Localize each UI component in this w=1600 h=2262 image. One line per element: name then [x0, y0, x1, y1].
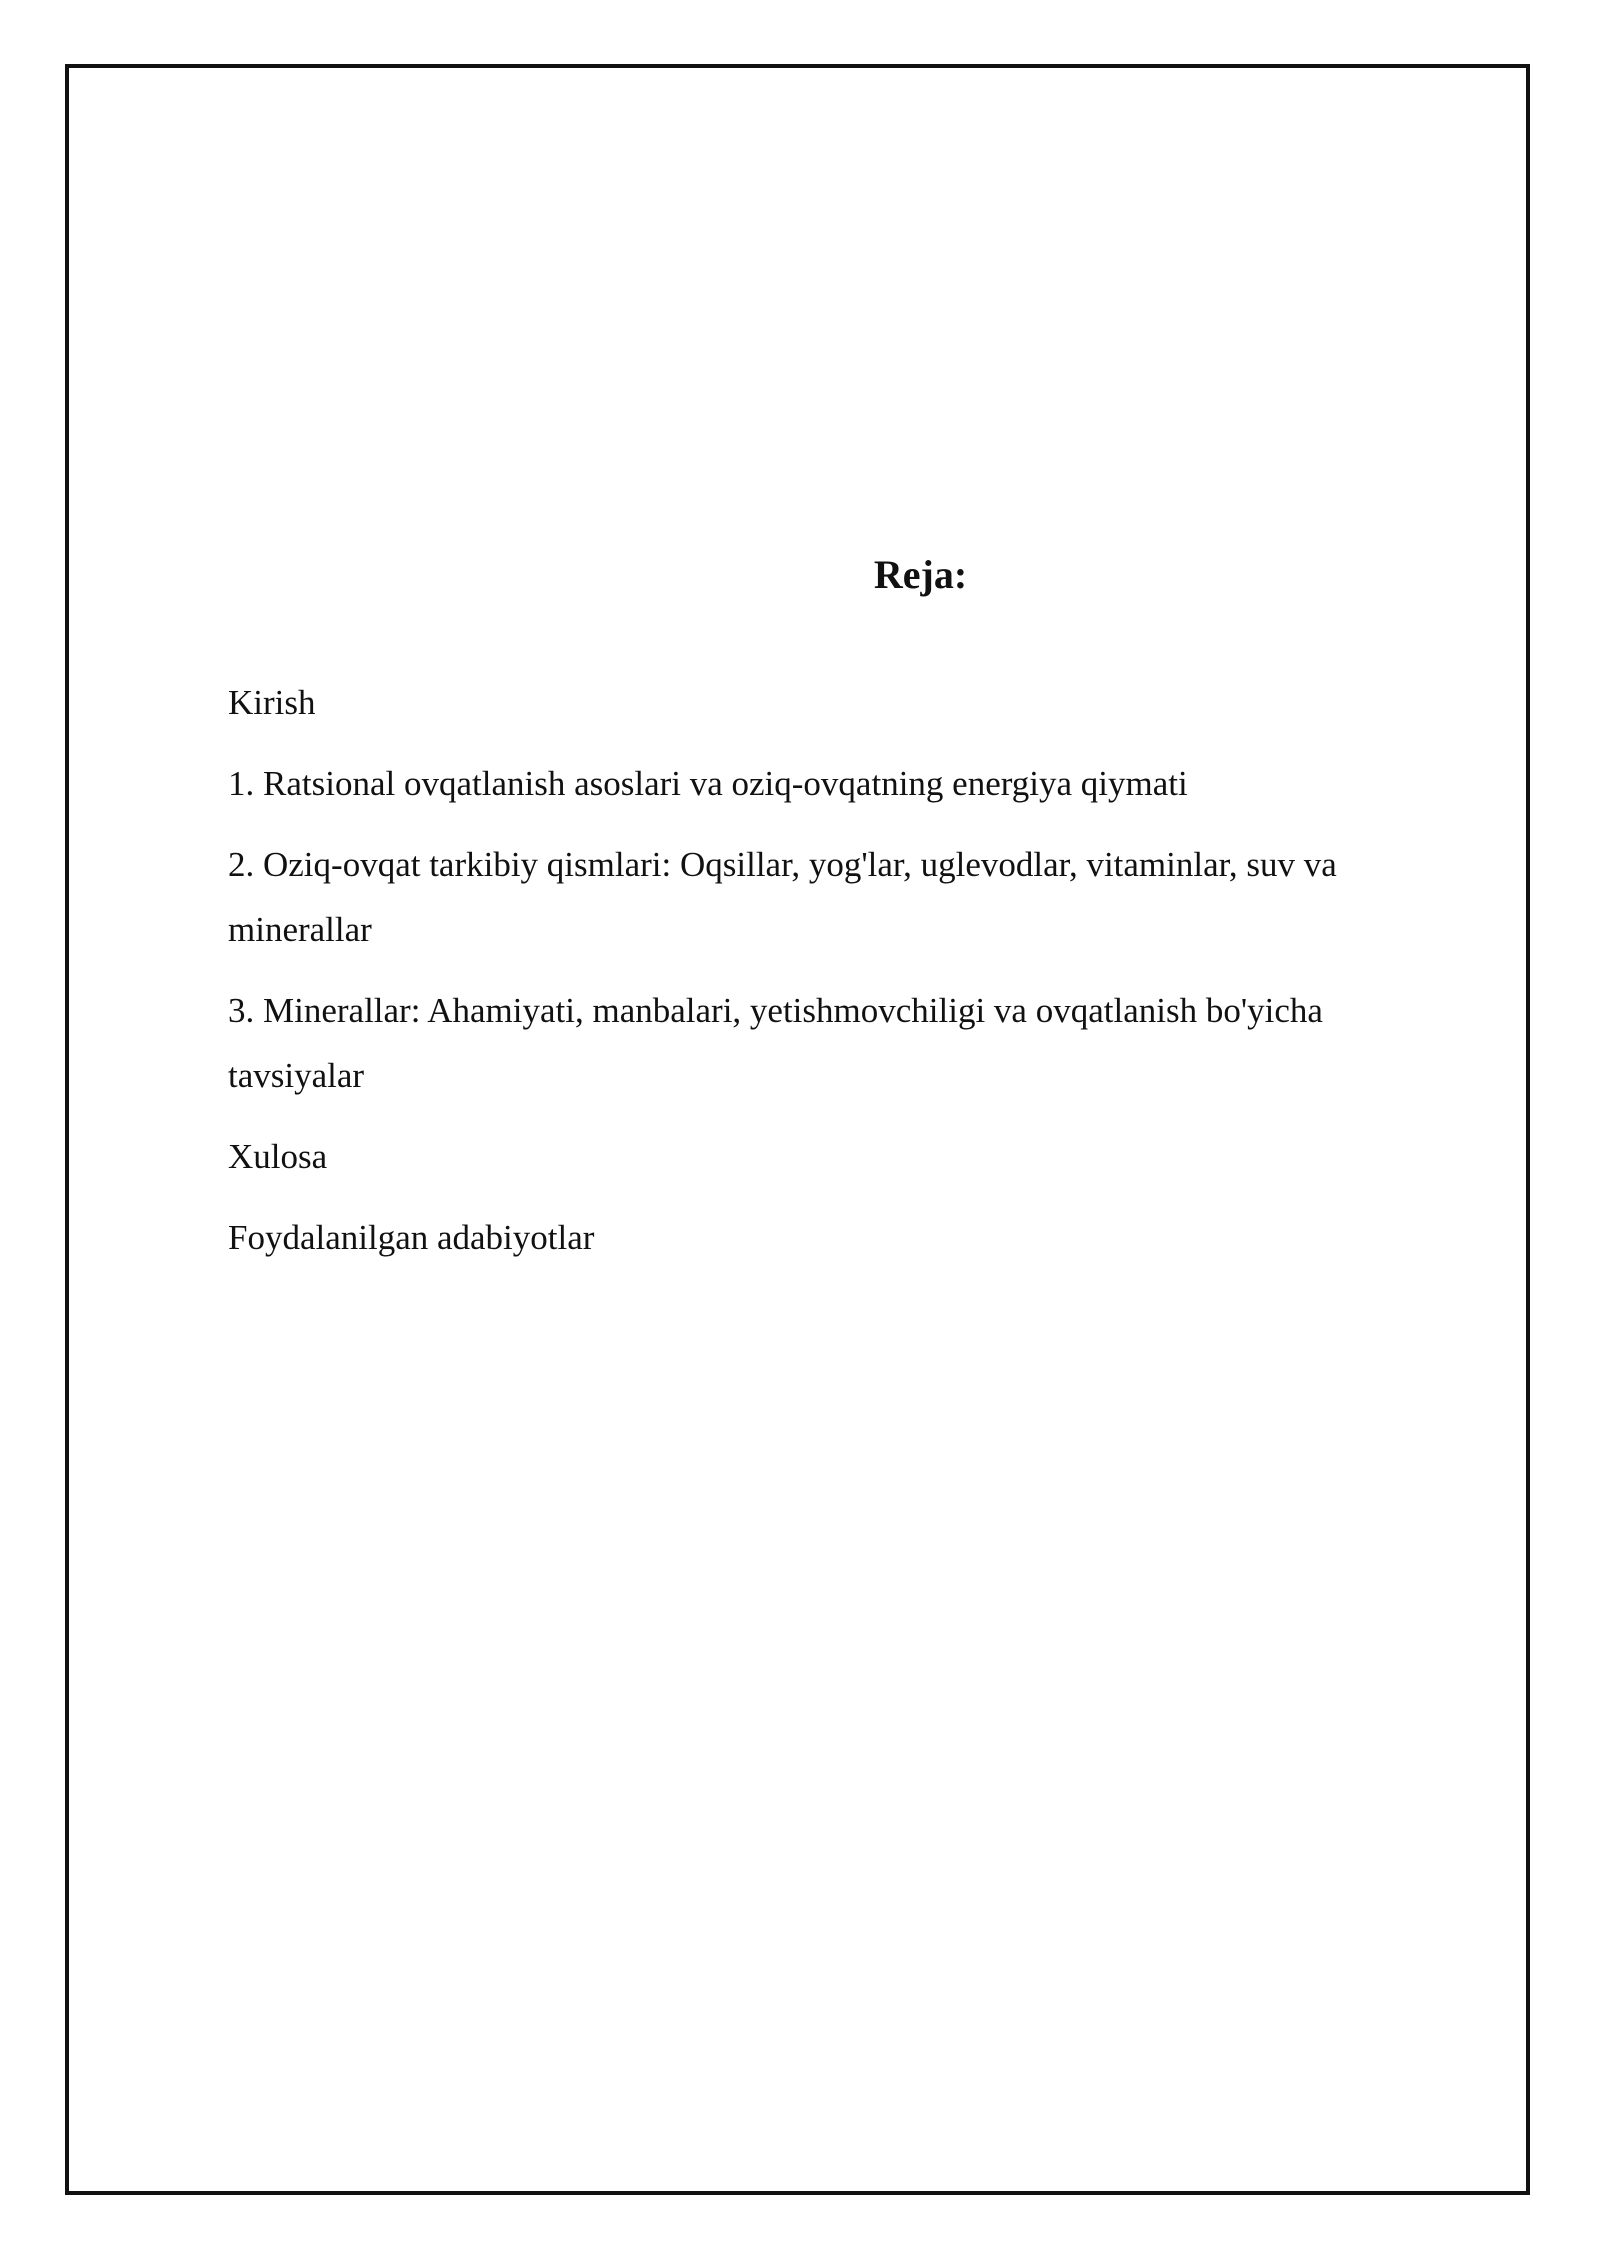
plan-item-introduction: Kirish — [228, 683, 316, 722]
plan-list — [228, 670, 1463, 1270]
plan-item-2: 2. Oziq-ovqat tarkibiy qismlari: Oqsillar, yog'lar, uglevodlar, vitaminlar, suv va minerallar — [228, 845, 1337, 949]
plan-item-1: 1. Ratsional ovqatlanish asoslari va oziq-ovqatning energiya qiymati — [228, 764, 1188, 803]
plan-item-conclusion: Xulosa — [228, 1137, 328, 1176]
plan-item-3: 3. Minerallar: Ahamiyati, manbalari, yetishmovchiligi va ovqatlanish bo'yicha tavsiyalar — [228, 991, 1323, 1095]
page-title: Reja: — [873, 552, 968, 597]
plan-item-references: Foydalanilgan adabiyotlar — [228, 1218, 595, 1257]
document-content — [228, 545, 1463, 1286]
